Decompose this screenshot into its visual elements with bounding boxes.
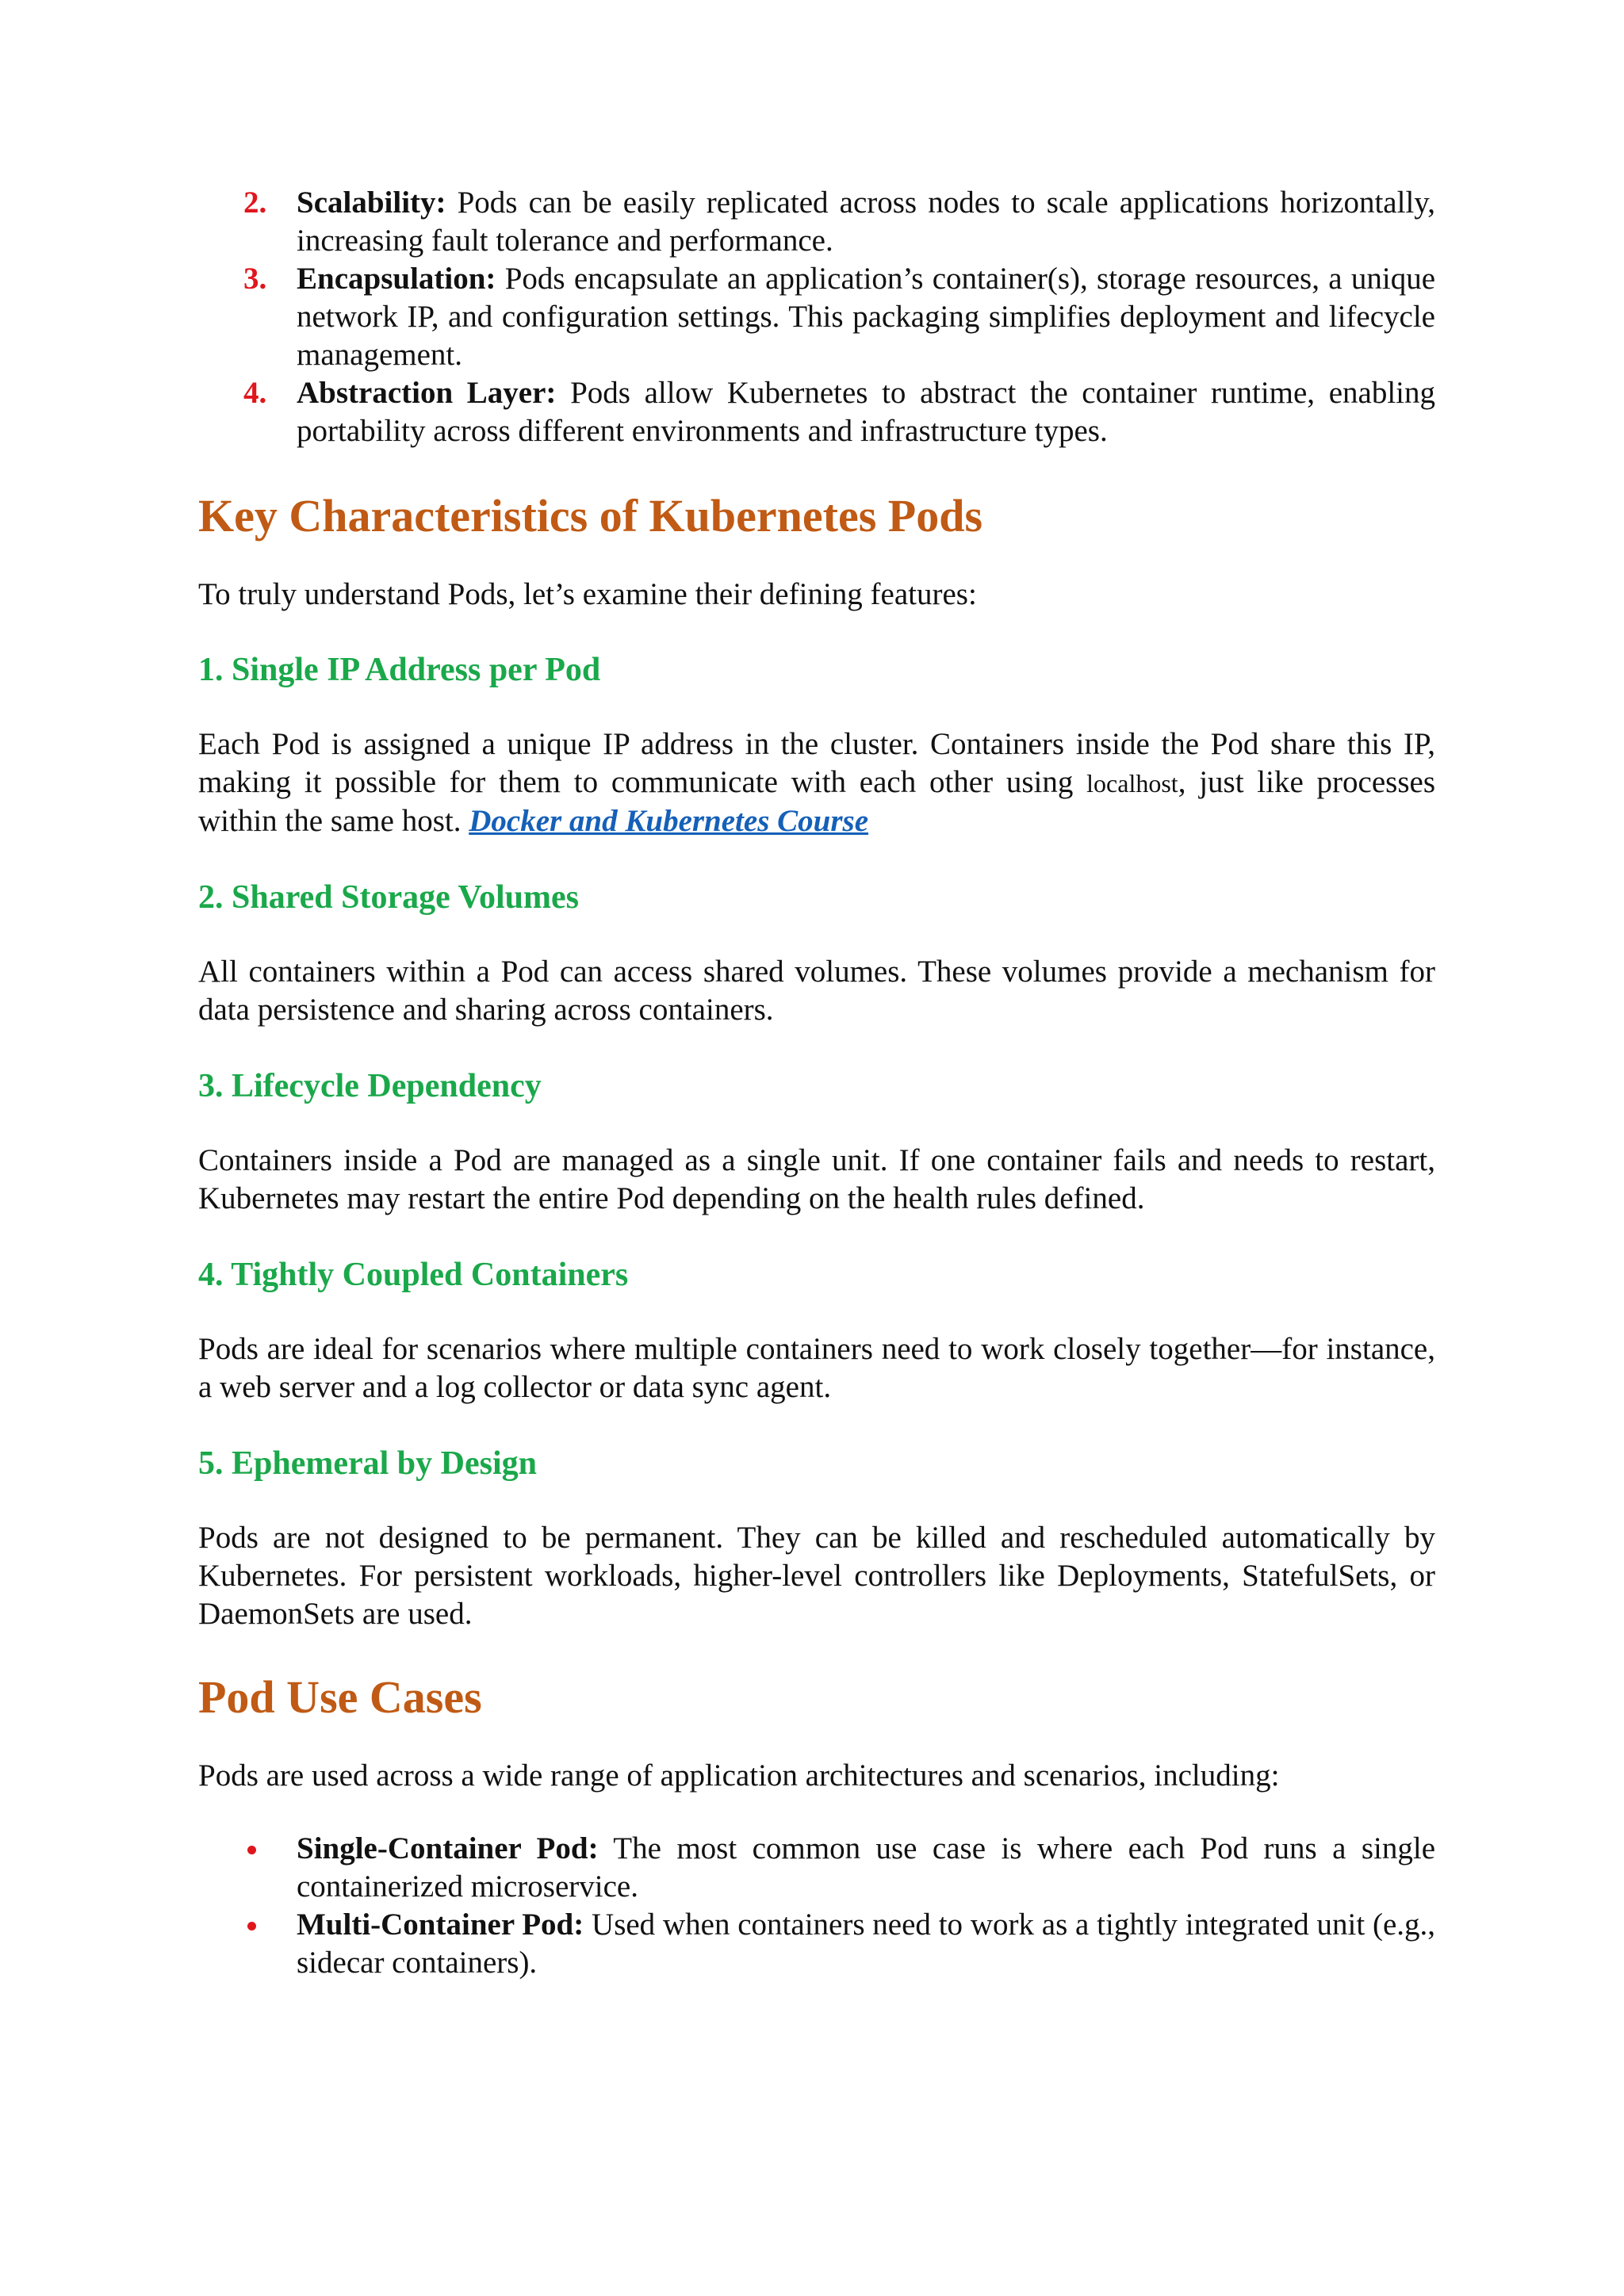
paragraph-tightly-coupled: Pods are ideal for scenarios where multiple containers need to work closely together—for instance, a web server and a log collector or data sync agent. <box>198 1332 1435 1404</box>
subheading-single-ip: 1. Single IP Address per Pod <box>198 652 601 688</box>
list-item <box>198 260 1435 374</box>
inline-code-localhost: localhost <box>1086 769 1178 798</box>
list-item <box>198 374 1435 450</box>
paragraph-lifecycle-dependency: Containers inside a Pod are managed as a single unit. If one container fails and needs to restart, Kubernetes may restart the entire Pod depending on the health rules defined. <box>198 1143 1435 1215</box>
list-text: The most common use case is where each Pod runs a single containerized microservice. <box>297 1831 1436 1904</box>
subheading-tightly-coupled: 4. Tightly Coupled Containers <box>198 1257 629 1293</box>
list-item <box>198 1830 1435 1906</box>
document-body <box>198 184 1435 1982</box>
list-term: Abstraction Layer: <box>297 376 557 410</box>
benefits-list <box>198 184 1435 450</box>
subheading-ephemeral: 5. Ephemeral by Design <box>198 1445 538 1482</box>
paragraph-ephemeral: Pods are not designed to be permanent. They can be killed and rescheduled automatically by Kubernetes. For persistent workloads, higher-level controllers like Deployments, StatefulSets, or DaemonSets are used. <box>198 1521 1435 1631</box>
list-text: Used when containers need to work as a tightly integrated unit (e.g., sidecar containers). <box>297 1908 1436 1980</box>
section-intro: Pods are used across a wide range of application architectures and scenarios, including: <box>198 1758 1280 1793</box>
list-term: Single-Container Pod: <box>297 1831 599 1866</box>
bullet-icon <box>247 1922 256 1931</box>
section-heading-key-characteristics: Key Characteristics of Kubernetes Pods <box>198 490 983 541</box>
section-intro: To truly understand Pods, let’s examine their defining features: <box>198 577 977 611</box>
list-number: 3. <box>243 262 267 296</box>
list-number: 2. <box>243 186 267 220</box>
list-item <box>198 184 1435 260</box>
list-term: Scalability: <box>297 186 446 220</box>
list-text: Pods can be easily replicated across nodes to scale applications horizontally, increasing fault tolerance and performance. <box>297 186 1435 258</box>
list-term: Encapsulation: <box>297 262 496 296</box>
section-heading-use-cases: Pod Use Cases <box>198 1671 482 1723</box>
list-item <box>198 1906 1435 1982</box>
course-link[interactable]: Docker and Kubernetes Course <box>469 804 869 838</box>
bullet-icon <box>247 1846 256 1854</box>
paragraph-text: , just like processes within the same host. <box>198 765 1435 838</box>
use-cases-list <box>198 1830 1435 1982</box>
list-text: Pods encapsulate an application’s container(s), storage resources, a unique network IP, and configuration settings. This packaging simplifies deployment and lifecycle management. <box>297 262 1435 372</box>
list-text: Pods allow Kubernetes to abstract the container runtime, enabling portability across different environments and infrastructure types. <box>297 376 1435 448</box>
paragraph-shared-storage: All containers within a Pod can access shared volumes. These volumes provide a mechanism for data persistence and sharing across containers. <box>198 955 1435 1027</box>
list-term: Multi-Container Pod: <box>297 1908 584 1942</box>
subheading-shared-storage: 2. Shared Storage Volumes <box>198 879 579 916</box>
paragraph-single-ip <box>198 725 1435 840</box>
list-number: 4. <box>243 376 267 410</box>
paragraph-text: Each Pod is assigned a unique IP address in the cluster. Containers inside the Pod share this IP, making it possible for them to communicate with each other using <box>198 727 1435 799</box>
subheading-lifecycle-dependency: 3. Lifecycle Dependency <box>198 1068 542 1104</box>
